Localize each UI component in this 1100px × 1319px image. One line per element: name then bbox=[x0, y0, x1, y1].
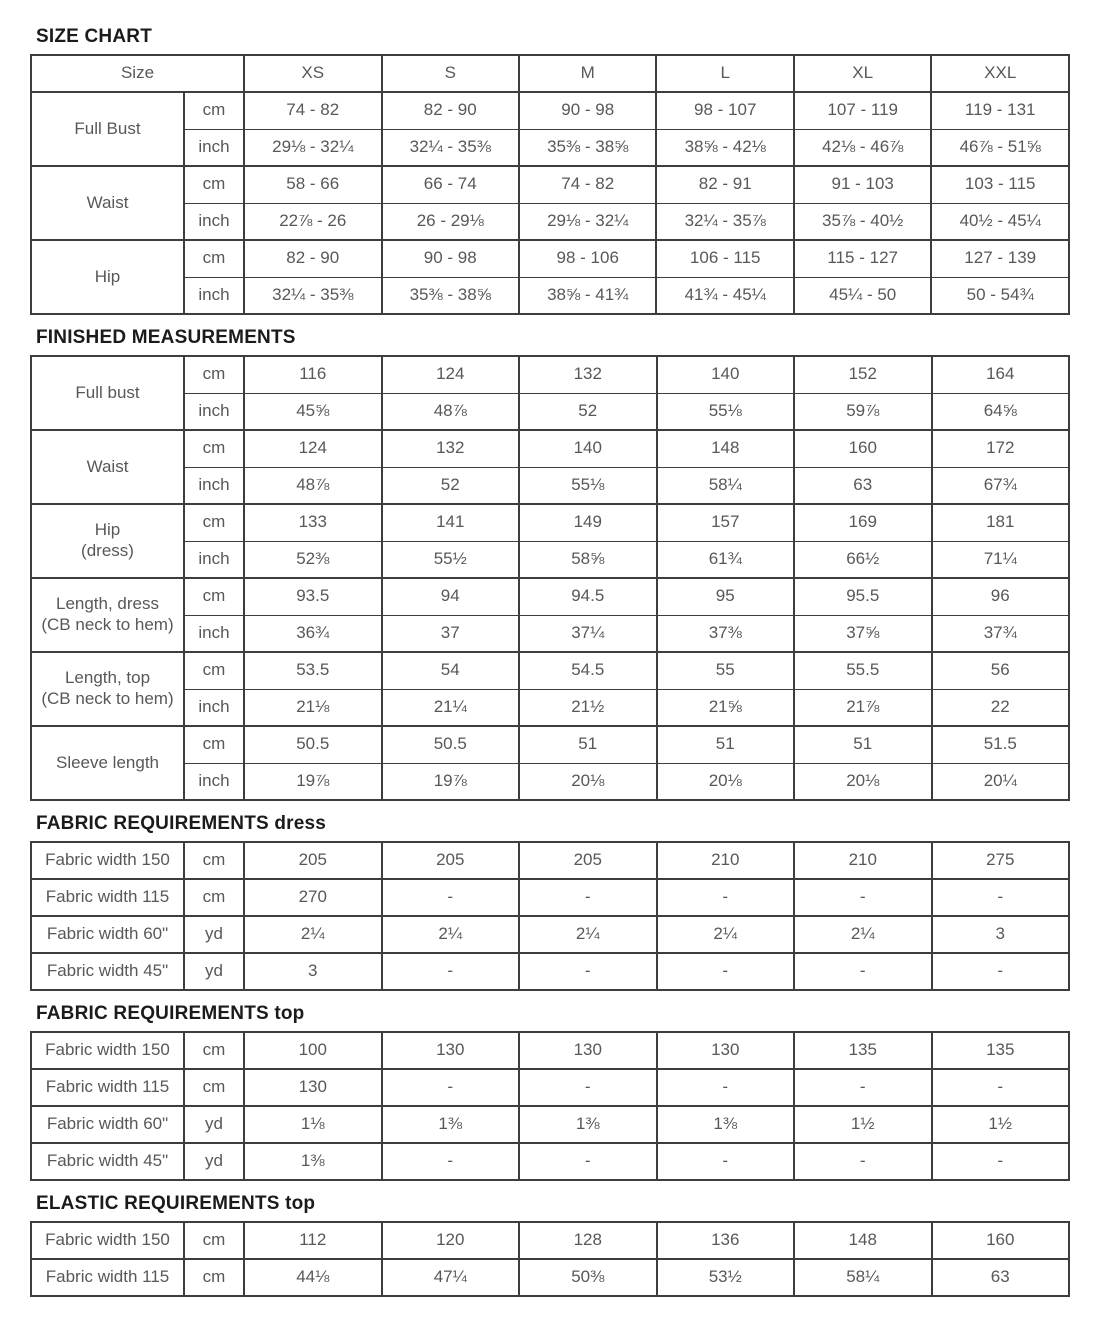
measurement-value: 55.5 bbox=[794, 652, 932, 689]
measurement-value: 74 - 82 bbox=[244, 92, 381, 129]
measurement-value: 3 bbox=[932, 916, 1070, 953]
measurement-value: 55½ bbox=[382, 541, 520, 578]
measurement-value: 164 bbox=[932, 356, 1070, 393]
table-row bbox=[31, 953, 1069, 990]
measurement-value: 136 bbox=[657, 1222, 795, 1259]
table-row bbox=[31, 842, 1069, 879]
measurement-value: 37¼ bbox=[519, 615, 657, 652]
measurement-value: 29⅛ - 32¼ bbox=[519, 203, 656, 240]
measurement-value: 1⅜ bbox=[382, 1106, 520, 1143]
measurement-value: 169 bbox=[794, 504, 932, 541]
measurement-value: 157 bbox=[657, 504, 795, 541]
measurement-value: 160 bbox=[932, 1222, 1070, 1259]
measurement-value: 55⅛ bbox=[519, 467, 657, 504]
measurement-value: 140 bbox=[519, 430, 657, 467]
measurement-value: 152 bbox=[794, 356, 932, 393]
table-row bbox=[31, 541, 1069, 578]
table-row bbox=[31, 277, 1069, 314]
size-chart-table bbox=[30, 54, 1070, 315]
measurement-value: 41¾ - 45¼ bbox=[656, 277, 793, 314]
measurement-value: 45⅝ bbox=[244, 393, 382, 430]
fabric-requirements-top-heading: FABRIC REQUIREMENTS top bbox=[36, 1003, 305, 1024]
measurement-value: 29⅛ - 32¼ bbox=[244, 129, 381, 166]
size-column-header: XL bbox=[794, 55, 931, 92]
measurement-value: 53.5 bbox=[244, 652, 382, 689]
measurement-value: 37⅜ bbox=[657, 615, 795, 652]
measurement-value: 55 bbox=[657, 652, 795, 689]
size-header-row bbox=[31, 55, 1069, 92]
measurement-value: 35⅞ - 40½ bbox=[794, 203, 931, 240]
measurement-value: 130 bbox=[382, 1032, 520, 1069]
measurement-value: 45¼ - 50 bbox=[794, 277, 931, 314]
section-elastic-requirements-top bbox=[30, 1193, 1070, 1297]
measurement-value: - bbox=[519, 1069, 657, 1106]
measurement-value: - bbox=[519, 879, 657, 916]
measurement-value: - bbox=[932, 1069, 1070, 1106]
measurement-value: - bbox=[657, 1143, 795, 1180]
measurement-value: 148 bbox=[657, 430, 795, 467]
measurement-value: 46⅞ - 51⅝ bbox=[931, 129, 1069, 166]
unit-label: inch bbox=[184, 129, 244, 166]
measurement-value: 51 bbox=[519, 726, 657, 763]
measurement-value: 44⅛ bbox=[244, 1259, 382, 1296]
measurement-label: Fabric width 60" bbox=[31, 916, 184, 953]
measurement-value: 93.5 bbox=[244, 578, 382, 615]
measurement-value: 53½ bbox=[657, 1259, 795, 1296]
measurement-value: - bbox=[382, 1143, 520, 1180]
measurement-value: 38⅝ - 41¾ bbox=[519, 277, 656, 314]
measurement-value: 94.5 bbox=[519, 578, 657, 615]
measurement-value: - bbox=[794, 1143, 932, 1180]
measurement-value: 47¼ bbox=[382, 1259, 520, 1296]
measurement-value: 20⅛ bbox=[519, 763, 657, 800]
measurement-label: Fabric width 115 bbox=[31, 1069, 184, 1106]
measurement-value: 1½ bbox=[932, 1106, 1070, 1143]
unit-label: cm bbox=[184, 1032, 244, 1069]
measurement-label: Full Bust bbox=[31, 92, 184, 166]
unit-label: yd bbox=[184, 1143, 244, 1180]
measurement-value: 51 bbox=[657, 726, 795, 763]
measurement-label: Full bust bbox=[31, 356, 184, 430]
measurement-value: - bbox=[932, 1143, 1070, 1180]
measurement-value: 128 bbox=[519, 1222, 657, 1259]
measurement-value: 98 - 106 bbox=[519, 240, 656, 277]
unit-label: inch bbox=[184, 467, 244, 504]
measurement-label: Fabric width 45" bbox=[31, 1143, 184, 1180]
measurement-value: 100 bbox=[244, 1032, 382, 1069]
unit-label: yd bbox=[184, 953, 244, 990]
measurement-value: 58¼ bbox=[657, 467, 795, 504]
measurement-value: 95 bbox=[657, 578, 795, 615]
measurement-value: - bbox=[382, 953, 520, 990]
size-column-header: XS bbox=[244, 55, 381, 92]
measurement-value: 66½ bbox=[794, 541, 932, 578]
measurement-label: Fabric width 60" bbox=[31, 1106, 184, 1143]
measurement-value: 50 - 54¾ bbox=[931, 277, 1069, 314]
unit-label: inch bbox=[184, 393, 244, 430]
measurement-value: 3 bbox=[244, 953, 382, 990]
table-row bbox=[31, 240, 1069, 277]
measurement-value: 90 - 98 bbox=[382, 240, 519, 277]
measurement-value: 58 - 66 bbox=[244, 166, 381, 203]
measurement-value: - bbox=[932, 879, 1070, 916]
measurement-value: 63 bbox=[794, 467, 932, 504]
measurement-value: 2¼ bbox=[657, 916, 795, 953]
table-row bbox=[31, 467, 1069, 504]
measurement-value: 52 bbox=[382, 467, 520, 504]
section-finished-measurements bbox=[30, 327, 1070, 801]
measurement-value: 32¼ - 35⅜ bbox=[244, 277, 381, 314]
measurement-value: 141 bbox=[382, 504, 520, 541]
measurement-value: 71¼ bbox=[932, 541, 1070, 578]
measurement-value: 1⅜ bbox=[244, 1143, 382, 1180]
measurement-value: 95.5 bbox=[794, 578, 932, 615]
measurement-label: Fabric width 150 bbox=[31, 1032, 184, 1069]
table-row bbox=[31, 1259, 1069, 1296]
measurement-value: 132 bbox=[382, 430, 520, 467]
measurement-value: 22 bbox=[932, 689, 1070, 726]
unit-label: inch bbox=[184, 689, 244, 726]
measurement-value: 275 bbox=[932, 842, 1070, 879]
measurement-value: 74 - 82 bbox=[519, 166, 656, 203]
measurement-value: 20⅛ bbox=[794, 763, 932, 800]
fabric-requirements-dress-heading: FABRIC REQUIREMENTS dress bbox=[36, 813, 327, 834]
measurement-value: 20⅛ bbox=[657, 763, 795, 800]
measurement-value: 210 bbox=[794, 842, 932, 879]
measurement-value: 54.5 bbox=[519, 652, 657, 689]
unit-label: cm bbox=[184, 842, 244, 879]
measurement-value: 55⅛ bbox=[657, 393, 795, 430]
measurement-value: - bbox=[519, 953, 657, 990]
measurement-value: 21½ bbox=[519, 689, 657, 726]
size-header-label: Size bbox=[31, 55, 244, 92]
measurement-label: Fabric width 150 bbox=[31, 842, 184, 879]
finished-measurements-table bbox=[30, 355, 1070, 801]
measurement-value: 66 - 74 bbox=[382, 166, 519, 203]
table-row bbox=[31, 1032, 1069, 1069]
measurement-value: 51 bbox=[794, 726, 932, 763]
table-row bbox=[31, 504, 1069, 541]
measurement-value: 172 bbox=[932, 430, 1070, 467]
measurement-value: 127 - 139 bbox=[931, 240, 1069, 277]
measurement-value: 1⅜ bbox=[519, 1106, 657, 1143]
unit-label: cm bbox=[184, 726, 244, 763]
table-row bbox=[31, 393, 1069, 430]
measurement-value: 50.5 bbox=[382, 726, 520, 763]
measurement-value: 98 - 107 bbox=[656, 92, 793, 129]
unit-label: cm bbox=[184, 504, 244, 541]
table-row bbox=[31, 129, 1069, 166]
measurement-value: 21⅝ bbox=[657, 689, 795, 726]
measurement-value: 54 bbox=[382, 652, 520, 689]
fabric-requirements-dress-table bbox=[30, 841, 1070, 991]
unit-label: inch bbox=[184, 541, 244, 578]
measurement-value: 63 bbox=[932, 1259, 1070, 1296]
unit-label: cm bbox=[184, 430, 244, 467]
measurement-label: Fabric width 45" bbox=[31, 953, 184, 990]
measurement-value: 38⅝ - 42⅛ bbox=[656, 129, 793, 166]
measurement-value: - bbox=[794, 953, 932, 990]
measurement-value: - bbox=[519, 1143, 657, 1180]
measurement-value: 2¼ bbox=[382, 916, 520, 953]
measurement-value: 210 bbox=[657, 842, 795, 879]
size-chart-heading: SIZE CHART bbox=[36, 26, 152, 47]
measurement-value: 40½ - 45¼ bbox=[931, 203, 1069, 240]
table-row bbox=[31, 763, 1069, 800]
measurement-value: 36¾ bbox=[244, 615, 382, 652]
measurement-value: 19⅞ bbox=[382, 763, 520, 800]
measurement-label: Fabric width 115 bbox=[31, 879, 184, 916]
measurement-label: Fabric width 150 bbox=[31, 1222, 184, 1259]
unit-label: cm bbox=[184, 92, 244, 129]
unit-label: cm bbox=[184, 356, 244, 393]
table-row bbox=[31, 879, 1069, 916]
measurement-value: 32¼ - 35⅜ bbox=[382, 129, 519, 166]
measurement-value: 51.5 bbox=[932, 726, 1070, 763]
measurement-value: 82 - 90 bbox=[382, 92, 519, 129]
table-row bbox=[31, 1143, 1069, 1180]
measurement-value: - bbox=[657, 1069, 795, 1106]
measurement-value: 90 - 98 bbox=[519, 92, 656, 129]
measurement-value: 42⅛ - 46⅞ bbox=[794, 129, 931, 166]
measurement-label: Fabric width 115 bbox=[31, 1259, 184, 1296]
measurement-value: 22⅞ - 26 bbox=[244, 203, 381, 240]
measurement-value: 61¾ bbox=[657, 541, 795, 578]
measurement-value: 1⅜ bbox=[657, 1106, 795, 1143]
measurement-value: 130 bbox=[519, 1032, 657, 1069]
measurement-value: 106 - 115 bbox=[656, 240, 793, 277]
table-row bbox=[31, 652, 1069, 689]
unit-label: yd bbox=[184, 916, 244, 953]
table-row bbox=[31, 916, 1069, 953]
unit-label: cm bbox=[184, 166, 244, 203]
measurement-value: 94 bbox=[382, 578, 520, 615]
measurement-value: 59⅞ bbox=[794, 393, 932, 430]
measurement-value: 107 - 119 bbox=[794, 92, 931, 129]
unit-label: inch bbox=[184, 203, 244, 240]
measurement-value: 56 bbox=[932, 652, 1070, 689]
measurement-value: 116 bbox=[244, 356, 382, 393]
measurement-value: 1⅛ bbox=[244, 1106, 382, 1143]
measurement-value: - bbox=[657, 879, 795, 916]
measurement-value: 124 bbox=[244, 430, 382, 467]
measurement-value: 270 bbox=[244, 879, 382, 916]
table-row bbox=[31, 726, 1069, 763]
measurement-value: 140 bbox=[657, 356, 795, 393]
measurement-value: 37 bbox=[382, 615, 520, 652]
table-row bbox=[31, 1106, 1069, 1143]
measurement-value: 1½ bbox=[794, 1106, 932, 1143]
measurement-value: 35⅜ - 38⅝ bbox=[519, 129, 656, 166]
size-column-header: XXL bbox=[931, 55, 1069, 92]
measurement-label: Length, top (CB neck to hem) bbox=[31, 652, 184, 726]
measurement-value: 160 bbox=[794, 430, 932, 467]
measurement-value: 67¾ bbox=[932, 467, 1070, 504]
table-row bbox=[31, 578, 1069, 615]
measurement-value: 64⅝ bbox=[932, 393, 1070, 430]
measurement-value: 130 bbox=[244, 1069, 382, 1106]
measurement-value: 130 bbox=[657, 1032, 795, 1069]
unit-label: inch bbox=[184, 277, 244, 314]
measurement-value: 50⅜ bbox=[519, 1259, 657, 1296]
measurement-value: 205 bbox=[519, 842, 657, 879]
unit-label: cm bbox=[184, 578, 244, 615]
measurement-label: Hip (dress) bbox=[31, 504, 184, 578]
measurement-value: 103 - 115 bbox=[931, 166, 1069, 203]
measurement-value: 205 bbox=[244, 842, 382, 879]
measurement-value: 115 - 127 bbox=[794, 240, 931, 277]
measurement-value: 52 bbox=[519, 393, 657, 430]
measurement-value: 21¼ bbox=[382, 689, 520, 726]
elastic-requirements-top-heading: ELASTIC REQUIREMENTS top bbox=[36, 1193, 316, 1214]
measurement-value: 58⅝ bbox=[519, 541, 657, 578]
measurement-value: 48⅞ bbox=[244, 467, 382, 504]
measurement-value: 96 bbox=[932, 578, 1070, 615]
table-row bbox=[31, 1069, 1069, 1106]
section-size-chart bbox=[30, 26, 1070, 315]
unit-label: cm bbox=[184, 652, 244, 689]
measurement-value: 52⅜ bbox=[244, 541, 382, 578]
measurement-value: 119 - 131 bbox=[931, 92, 1069, 129]
measurement-value: 21⅛ bbox=[244, 689, 382, 726]
unit-label: yd bbox=[184, 1106, 244, 1143]
measurement-value: 135 bbox=[794, 1032, 932, 1069]
size-column-header: S bbox=[382, 55, 519, 92]
measurement-value: - bbox=[382, 1069, 520, 1106]
size-column-header: M bbox=[519, 55, 656, 92]
measurement-label: Sleeve length bbox=[31, 726, 184, 800]
measurement-value: 37⅝ bbox=[794, 615, 932, 652]
measurement-value: - bbox=[794, 1069, 932, 1106]
measurement-value: 35⅜ - 38⅝ bbox=[382, 277, 519, 314]
measurement-value: 48⅞ bbox=[382, 393, 520, 430]
measurement-value: 50.5 bbox=[244, 726, 382, 763]
measurement-value: 135 bbox=[932, 1032, 1070, 1069]
fabric-requirements-top-table bbox=[30, 1031, 1070, 1181]
measurement-value: - bbox=[794, 879, 932, 916]
unit-label: cm bbox=[184, 879, 244, 916]
section-fabric-requirements-dress bbox=[30, 813, 1070, 991]
section-fabric-requirements-top bbox=[30, 1003, 1070, 1181]
measurement-value: 37¾ bbox=[932, 615, 1070, 652]
finished-measurements-heading: FINISHED MEASUREMENTS bbox=[36, 327, 296, 348]
measurement-value: - bbox=[657, 953, 795, 990]
measurement-value: 82 - 91 bbox=[656, 166, 793, 203]
measurement-label: Length, dress (CB neck to hem) bbox=[31, 578, 184, 652]
measurement-value: - bbox=[382, 879, 520, 916]
measurement-value: 19⅞ bbox=[244, 763, 382, 800]
measurement-value: 32¼ - 35⅞ bbox=[656, 203, 793, 240]
table-row bbox=[31, 92, 1069, 129]
measurement-value: 2¼ bbox=[794, 916, 932, 953]
measurement-value: 132 bbox=[519, 356, 657, 393]
measurement-label: Waist bbox=[31, 166, 184, 240]
measurement-value: 2¼ bbox=[519, 916, 657, 953]
measurement-value: 112 bbox=[244, 1222, 382, 1259]
measurement-value: 120 bbox=[382, 1222, 520, 1259]
unit-label: inch bbox=[184, 615, 244, 652]
measurement-value: - bbox=[932, 953, 1070, 990]
measurement-value: 91 - 103 bbox=[794, 166, 931, 203]
measurement-label: Hip bbox=[31, 240, 184, 314]
measurement-value: 205 bbox=[382, 842, 520, 879]
measurement-value: 2¼ bbox=[244, 916, 382, 953]
unit-label: cm bbox=[184, 1222, 244, 1259]
measurement-value: 148 bbox=[794, 1222, 932, 1259]
measurement-value: 149 bbox=[519, 504, 657, 541]
measurement-value: 82 - 90 bbox=[244, 240, 381, 277]
measurement-value: 58¼ bbox=[794, 1259, 932, 1296]
unit-label: cm bbox=[184, 240, 244, 277]
elastic-requirements-top-table bbox=[30, 1221, 1070, 1297]
measurement-value: 26 - 29⅛ bbox=[382, 203, 519, 240]
table-row bbox=[31, 1222, 1069, 1259]
measurement-label: Waist bbox=[31, 430, 184, 504]
table-row bbox=[31, 430, 1069, 467]
measurement-value: 133 bbox=[244, 504, 382, 541]
table-row bbox=[31, 689, 1069, 726]
unit-label: cm bbox=[184, 1259, 244, 1296]
measurement-value: 181 bbox=[932, 504, 1070, 541]
table-row bbox=[31, 166, 1069, 203]
measurement-value: 21⅞ bbox=[794, 689, 932, 726]
size-column-header: L bbox=[656, 55, 793, 92]
measurement-value: 20¼ bbox=[932, 763, 1070, 800]
table-row bbox=[31, 356, 1069, 393]
table-row bbox=[31, 203, 1069, 240]
measurement-value: 124 bbox=[382, 356, 520, 393]
unit-label: inch bbox=[184, 763, 244, 800]
unit-label: cm bbox=[184, 1069, 244, 1106]
table-row bbox=[31, 615, 1069, 652]
